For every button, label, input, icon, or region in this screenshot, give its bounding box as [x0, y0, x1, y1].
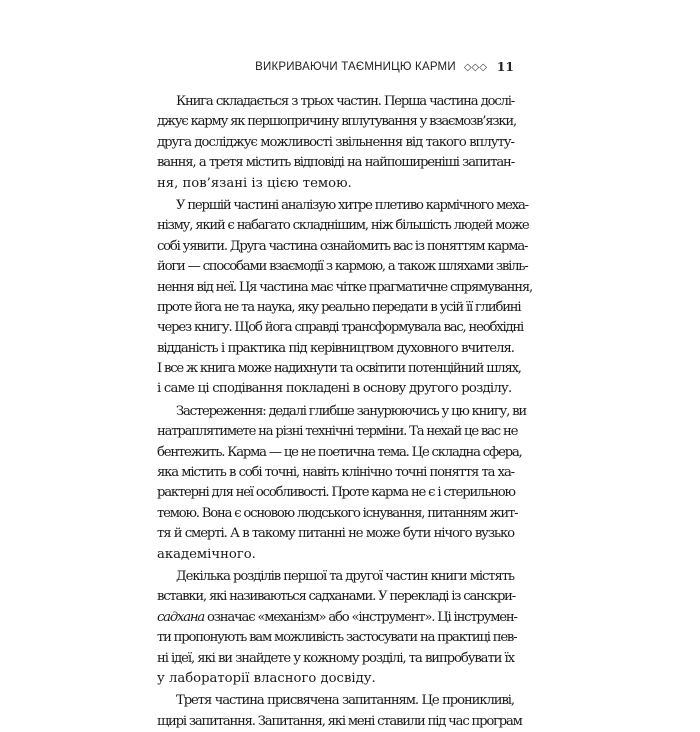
- text-line: вання, а третя містить відповіді на найпоширеніші запитан-: [157, 155, 514, 171]
- diamond-ornament-icon: ◇◇◇: [463, 61, 487, 73]
- text-line: натраплятимете на різні технічні терміни. Та нехай це вас не: [157, 424, 518, 440]
- text-line: ня, пов’язані із цією темою.: [157, 175, 352, 191]
- paragraph: [157, 567, 517, 689]
- text-line: ні ідеї, які ви знайдете у кожному розділі, та випробувати їх: [157, 650, 514, 666]
- page-number: 11: [496, 60, 514, 74]
- text-line: У першій частині аналізую хитре плетиво кармічного меха-: [176, 197, 528, 213]
- text-line: Третя частина присвячена запитанням. Це проникливі,: [176, 693, 514, 709]
- text-line: Декілька розділів першої та другої частин книги містять: [176, 568, 514, 584]
- running-head: [255, 60, 514, 74]
- text-line: у лабораторії власного досвіду.: [157, 670, 376, 686]
- text-line: через книгу. Щоб йога справді трансформувала вас, необхідні: [157, 320, 523, 336]
- text-line: яка містить в собі точні, навіть клінічно точні поняття та ха-: [157, 465, 514, 481]
- paragraph: [157, 402, 526, 565]
- text-line: відданість і практика під керівництвом духовного вчителя.: [157, 340, 514, 356]
- text-line: йоги — способами взаємодії з кармою, а також шляхами звіль-: [157, 259, 528, 275]
- text-line: вставки, які називаються садханами. У перекладі із санскри-: [157, 589, 516, 605]
- text-line: рактерні для неї особливості. Проте карма не є і стерильною: [157, 485, 515, 501]
- paragraph: [157, 92, 514, 194]
- text-line: і саме ці сподівання покладені в основу другого розділу.: [157, 381, 512, 397]
- paragraph: [157, 691, 522, 732]
- text-line: друга досліджує можливості звільнення від такого вплуту-: [157, 134, 514, 150]
- text-line: собі уявити. Друга частина ознайомить вас із поняттям карма-: [157, 238, 528, 254]
- text-line: Книга складається з трьох частин. Перша частина дослі-: [176, 94, 514, 109]
- text-line: Застереження: дедалі глибше занурюючись у цю книгу, ви: [176, 403, 526, 419]
- text-line: ти пропонують вам можливість застосувати на практиці пев-: [157, 630, 517, 646]
- running-head-title: ВИКРИВАЮЧИ ТАЄМНИЦЮ КАРМИ: [255, 61, 456, 73]
- text-line: садхана означає «механізм» або «інструмент». Ці інструмен-: [157, 609, 517, 625]
- text-line: нення від неї. Ця частина має чітке прагматичне спрямування,: [157, 279, 532, 295]
- text-line: проте йога не та наука, яку реально передати в усій її глибині: [157, 299, 521, 315]
- text-line: темою. Вона є основою людського існування, питанням жит-: [157, 505, 518, 521]
- body-text: [157, 92, 532, 732]
- text-line: нізму, який є набагато складнішим, ніж більшість людей може: [157, 218, 529, 234]
- text-line: щирі запитання. Запитання, які мені ставили під час програм: [157, 713, 522, 729]
- text-line: джує карму як першопричину вплутування у взаємозв’язки,: [157, 114, 516, 130]
- paragraph: [157, 196, 532, 400]
- text-line: тя й смерті. А в такому питанні не може бути нічого вузько: [157, 526, 514, 542]
- text-line: І все ж книга може надихнути та освітити потенційний шлях,: [157, 361, 521, 377]
- text-line: академічного.: [157, 546, 256, 562]
- text-line: бентежить. Карма — це не поетична тема. Це складна сфера,: [157, 444, 522, 460]
